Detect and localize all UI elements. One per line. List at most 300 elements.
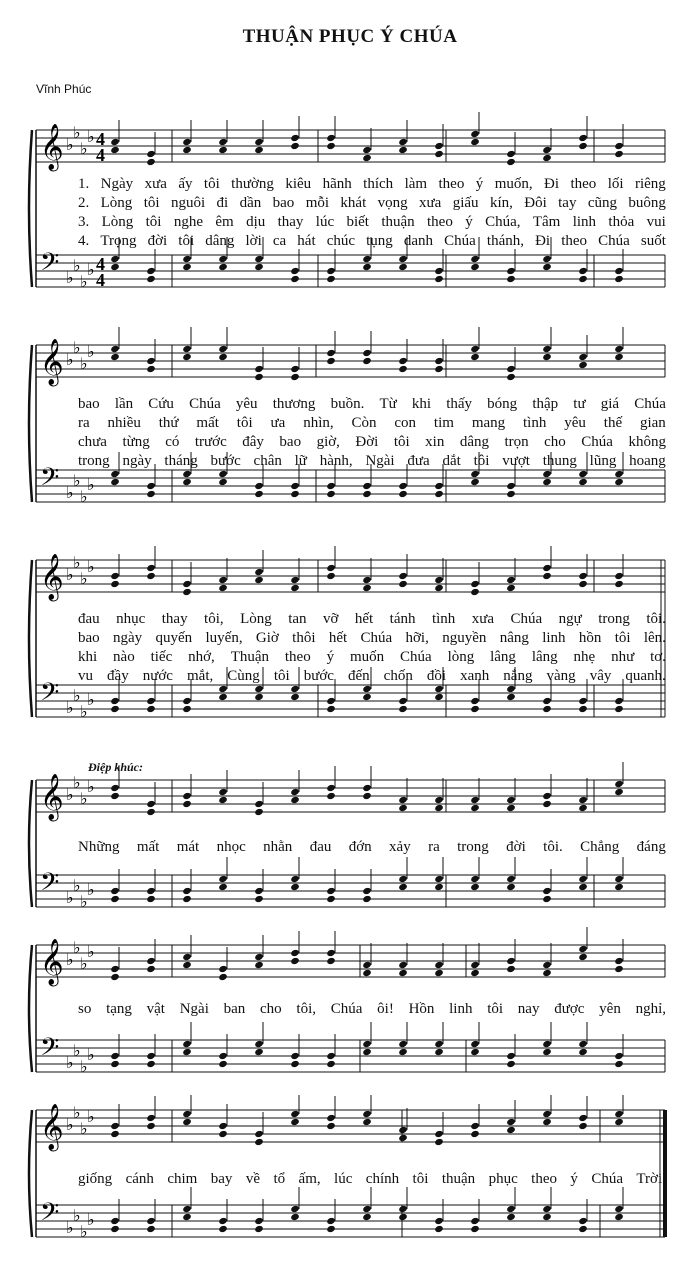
note-head (326, 1052, 336, 1060)
note-head (542, 697, 552, 705)
lyric-word: trước (194, 434, 227, 450)
note-head (182, 800, 192, 808)
note-head (434, 875, 444, 883)
note-head (398, 580, 408, 588)
lyric-word: thôi (292, 630, 316, 646)
note-head (542, 263, 552, 271)
note-head (218, 1122, 228, 1130)
note-head (146, 957, 156, 965)
note-head (182, 1205, 192, 1213)
music-system-6 (0, 1095, 700, 1265)
note-head (614, 345, 624, 353)
lyric-word: ấy (178, 176, 193, 192)
lyric-word: mất (196, 415, 219, 431)
music-system-5 (0, 925, 700, 1090)
note-head (110, 345, 120, 353)
lyric-word: chân (253, 453, 282, 469)
lyric-line (78, 648, 666, 667)
note-head (290, 685, 300, 693)
note-head (290, 875, 300, 883)
note-head (326, 134, 336, 142)
lyric-word: ngự (558, 611, 582, 627)
note-head (110, 792, 120, 800)
lyric-word: cho (544, 434, 566, 450)
note-head (290, 142, 300, 150)
note-head (578, 1048, 588, 1056)
flat-icon: ♭ (80, 1057, 88, 1076)
lyric-word: Chúa (360, 630, 393, 646)
lyric-word: tôi. (646, 611, 666, 627)
lyric-word: ca (272, 233, 287, 249)
note-head (218, 796, 228, 804)
lyric-word: Từ (379, 396, 397, 412)
note-head (218, 973, 228, 981)
note-head (254, 138, 264, 146)
note-head (218, 263, 228, 271)
lyric-word: mất (136, 839, 160, 855)
note-head (614, 275, 624, 283)
flat-icon: ♭ (80, 1222, 88, 1241)
lyric-word: tình (523, 415, 547, 431)
note-head (218, 685, 228, 693)
note-head (506, 804, 516, 812)
note-head (398, 1205, 408, 1213)
lyric-word: Chúa, (485, 214, 521, 230)
lyric-word: chính (365, 1171, 400, 1187)
note-head (110, 973, 120, 981)
flat-icon: ♭ (80, 272, 88, 291)
lyric-word: bước (303, 668, 334, 684)
note-head (254, 808, 264, 816)
lyric-word: Chúa (444, 233, 476, 249)
lyric-word: từng (122, 434, 150, 450)
lyric-word: đưa (407, 453, 430, 469)
bass-clef-icon: 𝄢 (40, 1033, 60, 1068)
flat-icon: ♭ (87, 690, 95, 709)
note-head (362, 784, 372, 792)
lyric-word: Ngài (179, 1001, 209, 1017)
note-head (434, 1225, 444, 1233)
note-head (182, 961, 192, 969)
lyric-word: tụng (366, 233, 393, 249)
note-head (578, 267, 588, 275)
note-head (506, 685, 516, 693)
note-head (614, 697, 624, 705)
note-head (434, 796, 444, 804)
note-head (506, 965, 516, 973)
note-head (578, 796, 588, 804)
note-head (110, 697, 120, 705)
note-head (614, 875, 624, 883)
note-head (470, 796, 480, 804)
flat-icon: ♭ (66, 135, 74, 154)
note-head (578, 470, 588, 478)
note-head (182, 1110, 192, 1118)
lyric-word: xưa (419, 195, 442, 211)
note-head (398, 365, 408, 373)
lyric-word: trong (457, 839, 489, 855)
lyric-line (78, 1170, 666, 1189)
note-head (326, 1060, 336, 1068)
note-head (578, 1217, 588, 1225)
lyric-word: xanh (460, 668, 490, 684)
note-head (146, 1060, 156, 1068)
lyric-word: nguôi (170, 195, 206, 211)
note-head (398, 796, 408, 804)
note-head (182, 138, 192, 146)
lyric-word: Chúa (330, 1001, 363, 1017)
lyric-word: bao (279, 434, 302, 450)
lyric-word: Chẳng (580, 839, 620, 855)
lyric-word: xảy (389, 839, 411, 855)
note-head (254, 1048, 264, 1056)
note-head (578, 580, 588, 588)
lyric-word: tôi (393, 434, 410, 450)
note-head (218, 1217, 228, 1225)
note-head (362, 576, 372, 584)
lyric-word: Đi (544, 176, 560, 192)
flat-icon: ♭ (73, 876, 81, 895)
note-head (470, 1225, 480, 1233)
lyric-word: tôi (412, 1171, 429, 1187)
lyric-word: tim (433, 415, 454, 431)
note-head (362, 887, 372, 895)
note-head (182, 353, 192, 361)
flat-icon: ♭ (66, 1115, 74, 1134)
note-head (110, 1130, 120, 1138)
note-head (614, 580, 624, 588)
note-head (362, 154, 372, 162)
lyric-word: đây (242, 434, 264, 450)
flat-icon: ♭ (66, 350, 74, 369)
lyric-word: nhục (116, 611, 146, 627)
note-head (398, 1213, 408, 1221)
lyric-word: vỡ (322, 611, 339, 627)
lyric-word: 1. (78, 176, 90, 192)
flat-icon: ♭ (87, 880, 95, 899)
lyric-word: lời (245, 233, 262, 249)
note-head (326, 792, 336, 800)
lyric-word: như (611, 649, 635, 665)
lyric-word: tôi, (296, 1001, 317, 1017)
lyric-word: tôi (145, 214, 162, 230)
lyric-word: luyến, (205, 630, 243, 646)
note-head (362, 1110, 372, 1118)
note-head (290, 883, 300, 891)
note-head (254, 1225, 264, 1233)
lyric-word: Hồn (408, 1001, 435, 1017)
note-head (578, 953, 588, 961)
lyric-word: Chúa (598, 233, 630, 249)
refrain-lyrics (78, 1000, 666, 1019)
lyric-word: vây (589, 668, 612, 684)
note-head (218, 788, 228, 796)
lyric-word: lên. (643, 630, 666, 646)
lyric-word: Cứu (148, 396, 174, 412)
note-head (218, 875, 228, 883)
note-head (326, 267, 336, 275)
lyric-word: nay (517, 1001, 540, 1017)
note-head (218, 693, 228, 701)
note-head (110, 580, 120, 588)
note-head (434, 883, 444, 891)
flat-icon: ♭ (73, 338, 81, 357)
flat-icon: ♭ (66, 950, 74, 969)
flat-icon: ♭ (73, 256, 81, 275)
lyric-word: yên (599, 1001, 621, 1017)
note-head (290, 576, 300, 584)
note-head (542, 1205, 552, 1213)
note-head (254, 887, 264, 895)
note-head (218, 138, 228, 146)
lyric-word: đáng (636, 839, 666, 855)
note-head (578, 1225, 588, 1233)
note-head (614, 1060, 624, 1068)
note-head (614, 705, 624, 713)
note-head (398, 883, 408, 891)
note-head (614, 1052, 624, 1060)
note-head (290, 1213, 300, 1221)
note-head (290, 373, 300, 381)
note-head (146, 808, 156, 816)
lyric-word: gian (639, 415, 666, 431)
lyric-word: nước (142, 668, 173, 684)
bass-clef-icon: 𝄢 (40, 1198, 60, 1233)
lyric-word: Chúa (510, 611, 543, 627)
note-head (218, 353, 228, 361)
lyric-word: con (394, 415, 417, 431)
note-head (326, 490, 336, 498)
lyric-word: Ngày (100, 176, 134, 192)
lyric-word: thích (363, 176, 394, 192)
refrain-lyrics (78, 838, 666, 857)
note-head (218, 470, 228, 478)
note-head (398, 572, 408, 580)
note-head (506, 1205, 516, 1213)
flat-icon: ♭ (87, 1045, 95, 1064)
note-head (290, 1110, 300, 1118)
note-head (146, 490, 156, 498)
lyric-word: êm (215, 214, 234, 230)
note-head (110, 895, 120, 903)
note-head (110, 784, 120, 792)
flat-icon: ♭ (87, 777, 95, 796)
note-head (542, 478, 552, 486)
lyric-word: khi (411, 396, 432, 412)
lyric-word: giá (600, 396, 620, 412)
lyric-word: thường (231, 176, 274, 192)
note-head (110, 887, 120, 895)
system-brace (29, 560, 32, 717)
note-head (290, 365, 300, 373)
lyric-word: tan (288, 611, 307, 627)
flat-icon: ♭ (73, 123, 81, 142)
note-head (506, 693, 516, 701)
note-head (398, 1126, 408, 1134)
lyric-word: hát (297, 233, 316, 249)
note-head (398, 146, 408, 154)
note-head (614, 142, 624, 150)
note-head (326, 697, 336, 705)
note-head (146, 572, 156, 580)
lyric-word: bay (210, 1171, 233, 1187)
lyric-line (78, 452, 666, 471)
note-head (578, 883, 588, 891)
flat-icon: ♭ (73, 938, 81, 957)
flat-icon: ♭ (87, 127, 95, 146)
bass-clef-icon: 𝄢 (40, 248, 60, 283)
system-brace (29, 780, 32, 907)
lyric-word: cho (260, 1001, 282, 1017)
lyric-word: nhằn (263, 839, 293, 855)
lyric-word: tôi (203, 176, 220, 192)
note-head (398, 263, 408, 271)
note-head (542, 1110, 552, 1118)
music-system-4 (0, 760, 700, 925)
note-head (470, 697, 480, 705)
lyric-word: lúc (334, 1171, 353, 1187)
note-head (434, 365, 444, 373)
note-head (218, 1225, 228, 1233)
note-head (506, 1052, 516, 1060)
lyric-word: đầy (107, 668, 129, 684)
lyric-word: Chúa (400, 649, 432, 665)
note-head (398, 1134, 408, 1142)
bass-clef-icon: 𝄢 (40, 463, 60, 498)
flat-icon: ♭ (66, 888, 74, 907)
lyric-word: khát (340, 195, 367, 211)
lyric-word: 3. (78, 214, 90, 230)
lyric-word: linh (572, 214, 597, 230)
lyric-line (78, 175, 666, 194)
lyric-word: hành, (319, 453, 353, 469)
note-head (470, 470, 480, 478)
lyric-word: nhẹ (573, 649, 596, 665)
note-head (542, 887, 552, 895)
note-head (218, 345, 228, 353)
lyric-word: Chúa (634, 396, 666, 412)
note-head (506, 1213, 516, 1221)
note-head (362, 693, 372, 701)
lyric-word: xưa (144, 176, 167, 192)
note-head (506, 796, 516, 804)
song-title: THUẬN PHỤC Ý CHÚA (242, 26, 458, 47)
note-head (326, 142, 336, 150)
lyric-word: 4. (78, 233, 90, 249)
flat-icon: ♭ (73, 686, 81, 705)
lyric-word: buồn. (330, 396, 365, 412)
note-head (362, 482, 372, 490)
verse-lyrics (78, 175, 666, 251)
lyric-line (78, 610, 666, 629)
note-head (398, 969, 408, 977)
lyric-word: ngày (113, 630, 143, 646)
lyric-word: dắt (442, 453, 461, 469)
note-head (290, 1060, 300, 1068)
music-system-3 (0, 540, 700, 740)
note-head (398, 804, 408, 812)
note-head (614, 965, 624, 973)
note-head (542, 255, 552, 263)
flat-icon: ♭ (73, 471, 81, 490)
note-head (614, 883, 624, 891)
note-head (290, 584, 300, 592)
note-head (470, 138, 480, 146)
note-head (110, 353, 120, 361)
flat-icon: ♭ (87, 1107, 95, 1126)
lyric-word: tôi (487, 1001, 504, 1017)
note-head (146, 267, 156, 275)
lyric-word: tháng (164, 453, 198, 469)
lyric-word: nguyền (442, 630, 487, 646)
note-head (470, 580, 480, 588)
note-head (110, 138, 120, 146)
time-signature-bottom: 4 (96, 270, 105, 290)
lyric-word: lữ (294, 453, 307, 469)
note-head (470, 1217, 480, 1225)
lyric-word: danh (403, 233, 434, 249)
lyric-word: làm (404, 176, 428, 192)
note-head (218, 1052, 228, 1060)
bass-clef-icon: 𝄢 (40, 868, 60, 903)
flat-icon: ♭ (66, 483, 74, 502)
lyric-word: bao (78, 630, 100, 646)
note-head (146, 158, 156, 166)
time-signature-top: 4 (96, 129, 105, 149)
flat-icon: ♭ (66, 565, 74, 584)
note-head (398, 961, 408, 969)
note-head (470, 353, 480, 361)
lyric-word: 2. (78, 195, 90, 211)
lyric-word: hết (354, 611, 374, 627)
note-head (362, 490, 372, 498)
lyric-word: vu (78, 668, 93, 684)
note-head (578, 1114, 588, 1122)
lyric-word: ôi! (377, 1001, 394, 1017)
note-head (146, 1217, 156, 1225)
lyric-word: thay (161, 611, 188, 627)
lyric-word: được (554, 1001, 585, 1017)
note-head (326, 1122, 336, 1130)
note-head (578, 697, 588, 705)
note-head (470, 1040, 480, 1048)
system-brace (29, 945, 32, 1072)
lyric-word: muốn (349, 649, 385, 665)
lyric-word: ra (78, 415, 90, 431)
lyric-word: chim (167, 1171, 198, 1187)
note-head (614, 267, 624, 275)
lyric-word: lũng (589, 453, 617, 469)
flat-icon: ♭ (80, 1119, 88, 1138)
note-head (470, 255, 480, 263)
note-head (434, 275, 444, 283)
lyric-word: không (628, 434, 666, 450)
note-head (578, 804, 588, 812)
lyric-word: thế (603, 415, 623, 431)
lyric-word: dần (239, 195, 262, 211)
lyric-word: vui (646, 214, 666, 230)
lyric-word: theo (284, 649, 311, 665)
note-head (542, 1118, 552, 1126)
lyric-word: biết (346, 214, 369, 230)
lyric-word: nâng (499, 630, 529, 646)
note-head (434, 576, 444, 584)
lyric-word: bóng (487, 396, 518, 412)
lyric-word: tôi (273, 668, 290, 684)
note-head (146, 895, 156, 903)
note-head (578, 275, 588, 283)
note-head (434, 357, 444, 365)
